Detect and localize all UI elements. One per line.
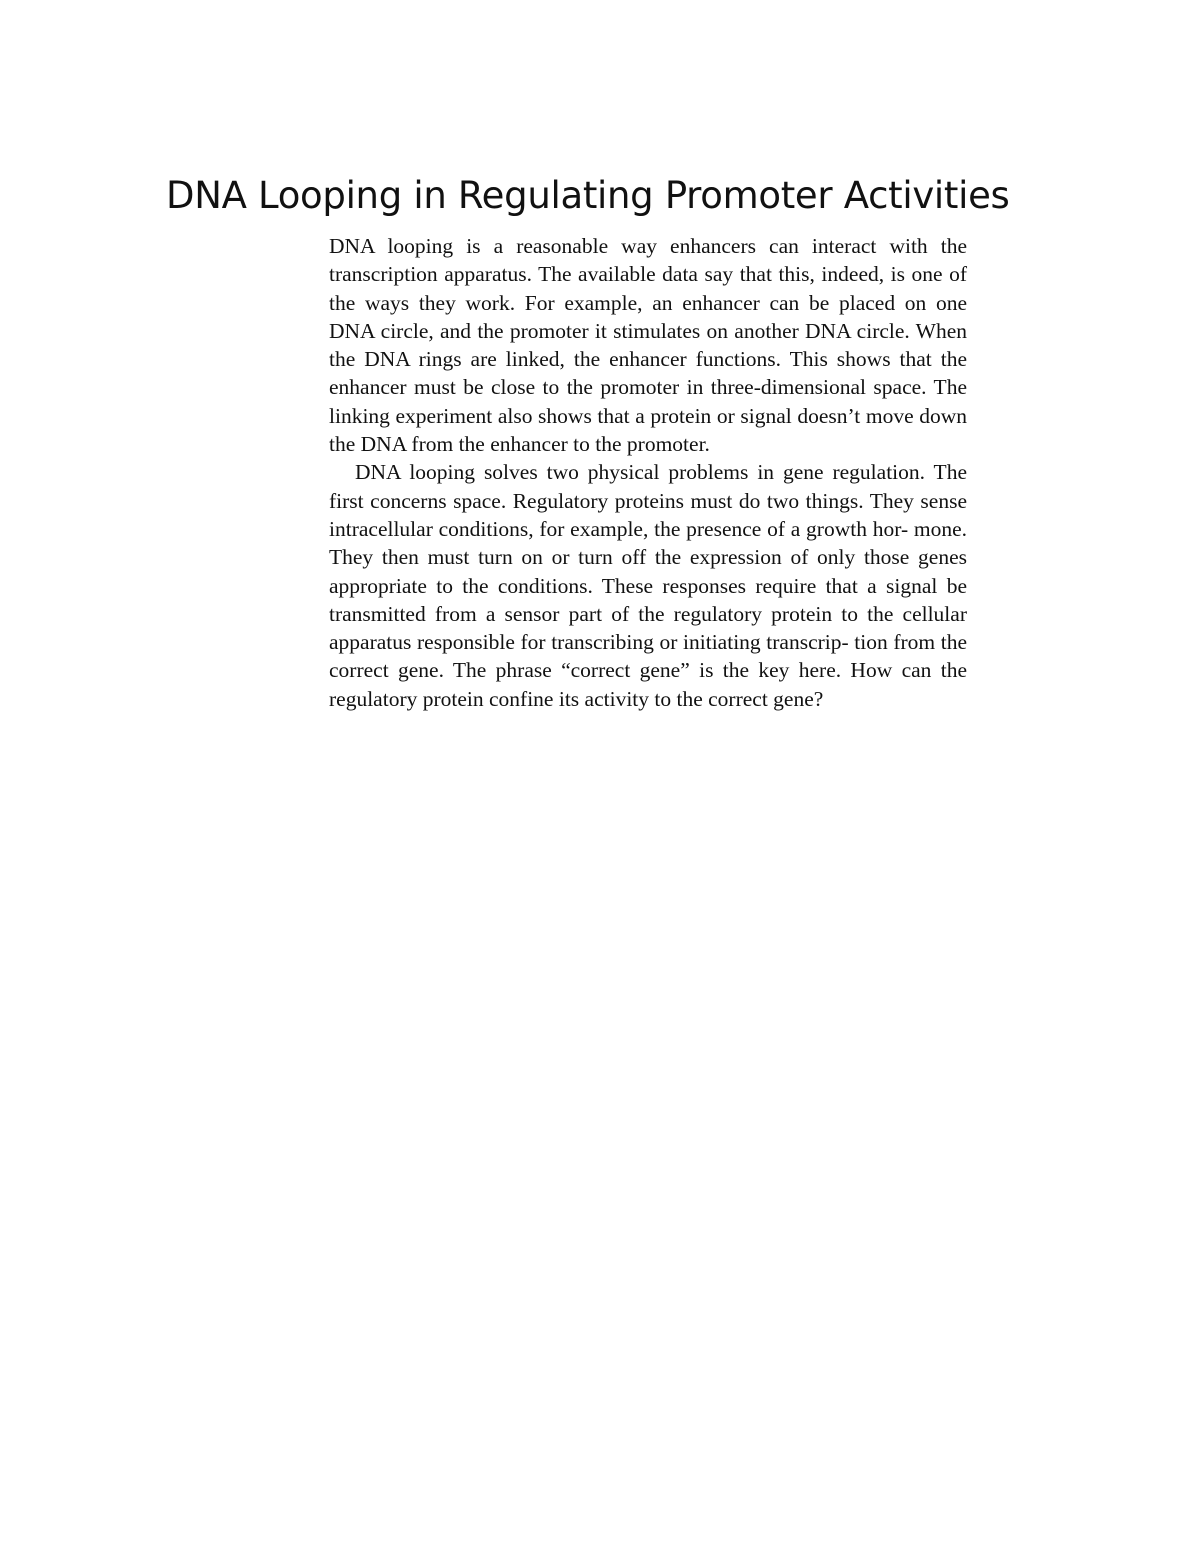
paragraph-1: DNA looping is a reasonable way enhancers can interact with the transcription apparatus. The available data say that this, indeed, is one of the ways they work. For example, an enhancer can be placed on one DNA circle, and the promoter it stimulates on another DNA circle. When the DNA rings are linked, the enhancer functions. This shows that the enhancer must be close to the promoter in three-dimensional space. The linking experiment also shows that a protein or signal doesn’t move down the DNA from the enhancer to the promoter. (329, 234, 967, 457)
document-body (329, 232, 967, 713)
document-title: DNA Looping in Regulating Promoter Activities (166, 174, 1010, 217)
paragraph-2: DNA looping solves two physical problems in gene regulation. The first concerns space. Regulatory proteins must do two things. They sense intracellular conditions, for example, the presence of a growth hor- mone. They then must turn on or turn off the expression of only those genes appropriate to the conditions. These responses require that a signal be transmitted from a sensor part of the regulatory protein to the cellular apparatus responsible for transcribing or initiating transcrip- tion from the correct gene. The phrase “correct gene” is the key here. How can the regulatory protein confine its activity to the correct gene? (329, 460, 967, 711)
